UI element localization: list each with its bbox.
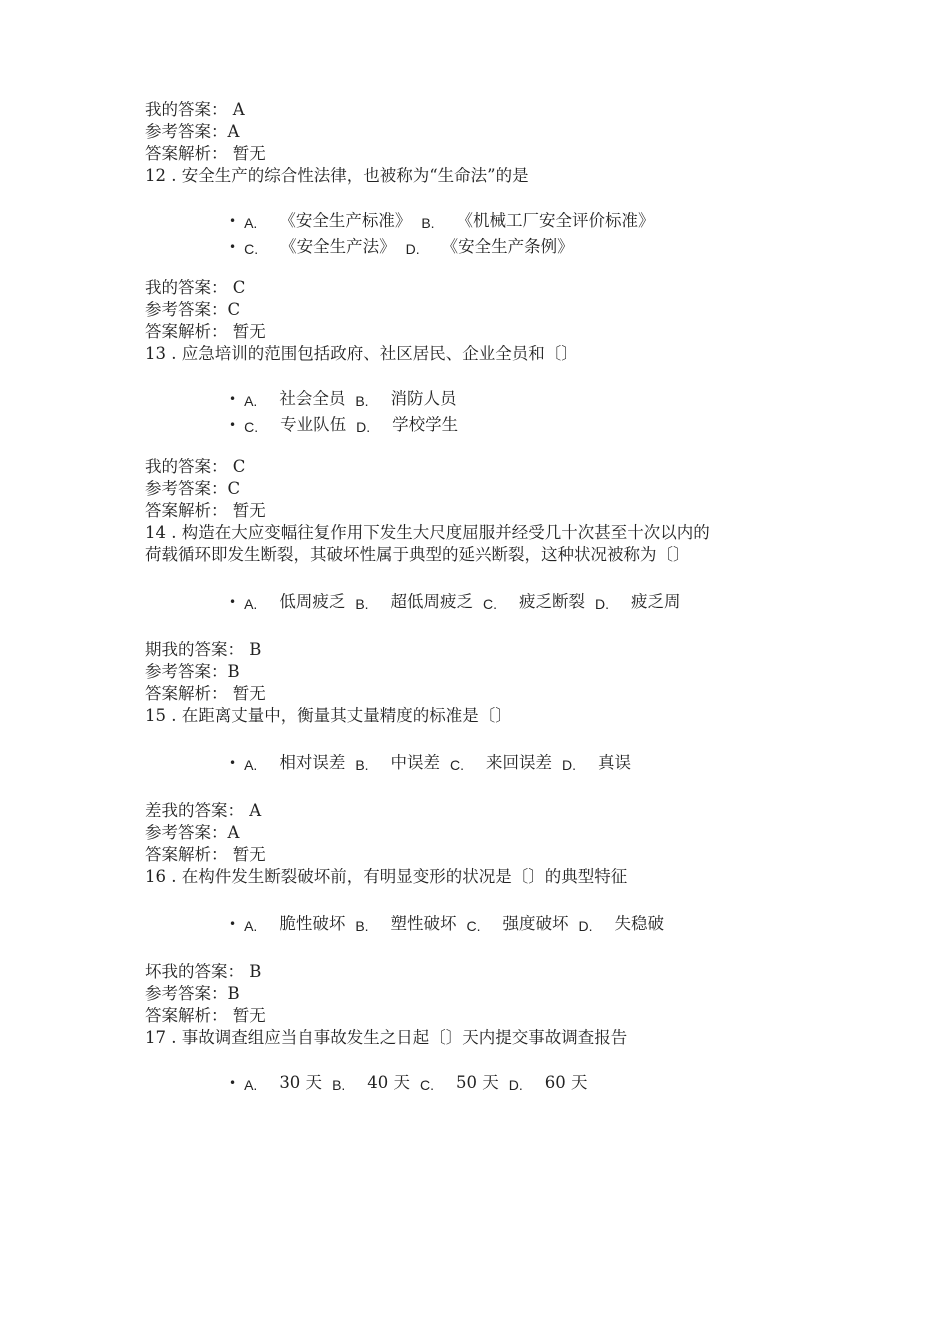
option-letter: D. [356,419,371,435]
bullet-icon: • [229,917,237,931]
option-text: 30 天 [279,1073,323,1092]
option-text: 疲乏断裂 [519,592,586,611]
option-text: 塑性破坏 [390,914,457,933]
answer-analysis: 答案解析： 暂无 [145,144,266,163]
option-text: 失稳破 [614,914,665,933]
option-text: 消防人员 [390,389,457,408]
bullet-icon: • [229,756,237,770]
my-answer: 我的答案： C [145,457,246,476]
option-text: 相对误差 [279,753,346,772]
reference-answer: 参考答案：C [145,479,241,498]
option-text: 《机械工厂安全评价标准》 [456,211,655,230]
option-letter: B. [355,757,369,773]
option-text: 真误 [598,753,632,772]
option-letter: C. [483,596,498,612]
my-answer: 期我的答案： B [145,640,262,659]
option-letter: C. [244,419,259,435]
question-15: 15 . 在距离丈量中，衡量其丈量精度的标准是〔〕 [145,706,512,725]
option-letter: C. [466,918,481,934]
answer-analysis: 答案解析： 暂无 [145,845,266,864]
bullet-icon: • [229,595,237,609]
my-answer: 我的答案： C [145,278,246,297]
option-letter: D. [578,918,593,934]
option-letter: B. [355,596,369,612]
bullet-icon: • [229,392,237,406]
options-row [229,412,458,440]
options-row [229,208,655,236]
question-16: 16 . 在构件发生断裂破坏前，有明显变形的状况是〔〕的典型特征 [145,867,628,886]
option-letter: C. [244,241,259,257]
option-text: 脆性破坏 [279,914,346,933]
my-answer: 差我的答案： A [145,801,262,820]
option-letter: A. [244,393,258,409]
option-text: 学校学生 [392,415,459,434]
option-letter: A. [244,596,258,612]
option-letter: B. [355,918,369,934]
option-text: 中误差 [390,753,441,772]
bullet-icon: • [229,1076,237,1090]
option-text: 疲乏周 [631,592,681,611]
question-14-continued: 荷载循环即发生断裂，其破坏性属于典型的延兴断裂，这种状况被称为〔〕 [145,545,690,564]
option-letter: A. [244,757,258,773]
options-row [229,911,664,939]
my-answer: 我的答案： A [145,100,245,119]
option-letter: C. [450,757,465,773]
option-text: 强度破坏 [502,914,569,933]
bullet-icon: • [229,214,237,228]
options-row [229,234,574,262]
answer-analysis: 答案解析： 暂无 [145,1006,266,1025]
option-text: 《安全生产法》 [280,237,396,256]
reference-answer: 参考答案：B [145,662,240,681]
option-text: 《安全生产条例》 [441,237,574,256]
option-text: 60 天 [544,1073,588,1092]
option-letter: B. [332,1077,346,1093]
option-letter: C. [420,1077,435,1093]
answer-analysis: 答案解析： 暂无 [145,322,266,341]
option-letter: A. [244,918,258,934]
answer-analysis: 答案解析： 暂无 [145,501,266,520]
reference-answer: 参考答案：C [145,300,241,319]
options-row [229,386,457,414]
question-17: 17 . 事故调查组应当自事故发生之日起〔〕天内提交事故调查报告 [145,1028,628,1047]
option-text: 低周疲乏 [279,592,346,611]
option-letter: A. [244,215,258,231]
options-row [229,750,631,778]
bullet-icon: • [229,240,237,254]
option-text: 《安全生产标准》 [279,211,412,230]
option-text: 超低周疲乏 [390,592,474,611]
option-text: 社会全员 [279,389,346,408]
option-letter: B. [421,215,435,231]
option-letter: B. [355,393,369,409]
option-letter: D. [405,241,420,257]
question-12: 12 . 安全生产的综合性法律，也被称为“生命法”的是 [145,166,529,185]
options-row [229,589,681,617]
option-letter: A. [244,1077,258,1093]
my-answer: 坏我的答案： B [145,962,262,981]
bullet-icon: • [229,418,237,432]
option-text: 50 天 [456,1073,499,1092]
answer-analysis: 答案解析： 暂无 [145,684,266,703]
reference-answer: 参考答案：A [145,122,240,141]
option-letter: D. [508,1077,523,1093]
options-row [229,1070,588,1098]
option-text: 来回误差 [486,753,553,772]
reference-answer: 参考答案：A [145,823,240,842]
option-text: 专业队伍 [280,415,347,434]
question-13: 13 . 应急培训的范围包括政府、社区居民、企业全员和〔〕 [145,344,578,363]
question-14: 14 . 构造在大应变幅往复作用下发生大尺度屈服并经受几十次甚至十次以内的 [145,523,710,542]
option-letter: D. [562,757,577,773]
option-text: 40 天 [367,1073,411,1092]
reference-answer: 参考答案：B [145,984,240,1003]
option-letter: D. [595,596,610,612]
